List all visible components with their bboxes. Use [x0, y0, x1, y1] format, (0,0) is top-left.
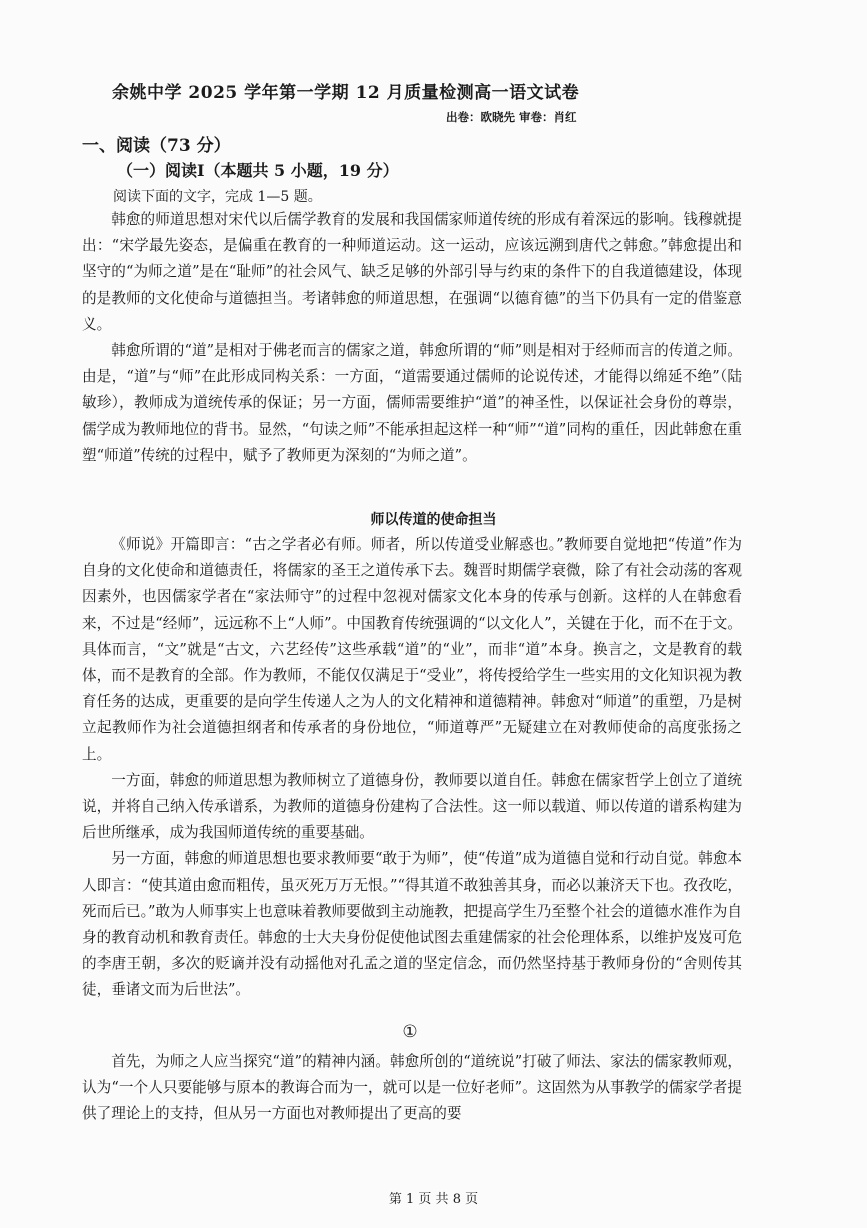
exam-title: 余姚中学 2025 学年第一学期 12 月质量检测高一语文试卷	[112, 83, 580, 103]
paragraph: 韩愈的师道思想对宋代以后儒学教育的发展和我国儒家师道传统的形成有着深远的影响。钱穆就提出：“宋学最先姿态，是偏重在教育的一种师道运动。这一运动，应该远溯到唐代之韩愈。”韩愈提出和坚守的“为师之道”是在“耻师”的社会风气、缺乏足够的外部引导与约束的条件下的自我道德建设，体现的是教师的文化使命与道德担当。考诸韩愈的师道思想，在强调“以德育德”的当下仍具有一定的借鉴意义。	[82, 211, 742, 333]
passage-part-3	[82, 1049, 742, 1128]
passage-subheading: 师以传道的使命担当	[370, 512, 497, 528]
paragraph: 韩愈所谓的“道”是相对于佛老而言的儒家之道，韩愈所谓的“师”则是相对于经师而言的传道之师。由是，“道”与“师”在此形成同构关系：一方面，“道需要通过儒师的论说传述，才能得以绵延不绝”（陆敏珍），教师成为道统传承的保证；另一方面，儒师需要维护“道”的神圣性，以保证社会身份的尊崇，儒学成为教师地位的背书。显然，“句读之师”不能承担起这样一种“师”“道”同构的重任，因此韩愈在重塑“师道”传统的过程中，赋予了教师更为深刻的“为师之道”。	[82, 342, 742, 464]
paragraph: 一方面，韩愈的师道思想为教师树立了道德身份，教师要以道自任。韩愈在儒家哲学上创立了道统说，并将自己纳入传承谱系，为教师的道德身份建构了合法性。这一师以载道、师以传道的谱系构建为后世所继承，成为我国师道传统的重要基础。	[82, 771, 742, 842]
subsection-heading: （一）阅读Ⅰ（本题共 5 小题，19 分）	[117, 161, 399, 180]
section-heading: 一、阅读（73 分）	[82, 136, 231, 156]
page-number: 第 1 页 共 8 页	[388, 1192, 479, 1207]
blank-marker: ①	[402, 1022, 418, 1042]
passage-part-2	[82, 532, 742, 1004]
paragraph: 另一方面，韩愈的师道思想也要求教师要“敢于为师”，使“传道”成为道德自觉和行动自觉。韩愈本人即言：“使其道由愈而粗传，虽灭死万万无恨。”“得其道不敢独善其身，而必以兼济天下也。孜孜吃，死而后已。”敢为人师事实上也意味着教师要做到主动施教，把提高学生乃至整个社会的道德水准作为自身的教育动机和教育责任。韩愈的士大夫身份促使他试图去重建儒家的社会伦理体系，以维护岌岌可危的李唐王朝，多次的贬谪并没有动摇他对孔孟之道的坚定信念，而仍然坚持基于教师身份的“舍则传其徒，垂诸文而为后世法”。	[82, 850, 742, 999]
author-credits: 出卷：欧晓先 审卷：肖红	[446, 110, 577, 124]
paragraph: 首先，为师之人应当探究“道”的精神内涵。韩愈所创的“道统说”打破了师法、家法的儒家教师观，认为“一个人只要能够与原本的教诲合而为一，就可以是一位好老师”。这固然为从事教学的儒家学者提供了理论上的支持，但从另一方面也对教师提出了更高的要	[82, 1053, 742, 1123]
paragraph: 《师说》开篇即言：“古之学者必有师。师者，所以传道受业解惑也。”教师要自觉地把“传道”作为自身的文化使命和道德责任，将儒家的圣王之道传承下去。魏晋时期儒学衰微，除了有社会动荡的客观因素外，也因儒家学者在“家法师守”的过程中忽视对儒家文化本身的传承与创新。这样的人在韩愈看来，不过是“经师”，远远称不上“人师”。中国教育传统强调的“以文化人”，关键在于化，而不在于文。具体而言，“文”就是“古文，六艺经传”这些承载“道”的“业”，而非“道”本身。换言之，文是教育的载体，而不是教育的全部。作为教师，不能仅仅满足于“受业”，将传授给学生一些实用的文化知识视为教育任务的达成，更重要的是向学生传递人之为人的文化精神和道德精神。韩愈对“师道”的重塑，乃是树立起教师作为社会道德担纲者和传承者的身份地位，“师道尊严”无疑建立在对教师使命的高度张扬之上。	[82, 536, 742, 763]
passage-part-1	[82, 207, 742, 469]
reading-instruction: 阅读下面的文字，完成 1—5 题。	[113, 189, 322, 205]
